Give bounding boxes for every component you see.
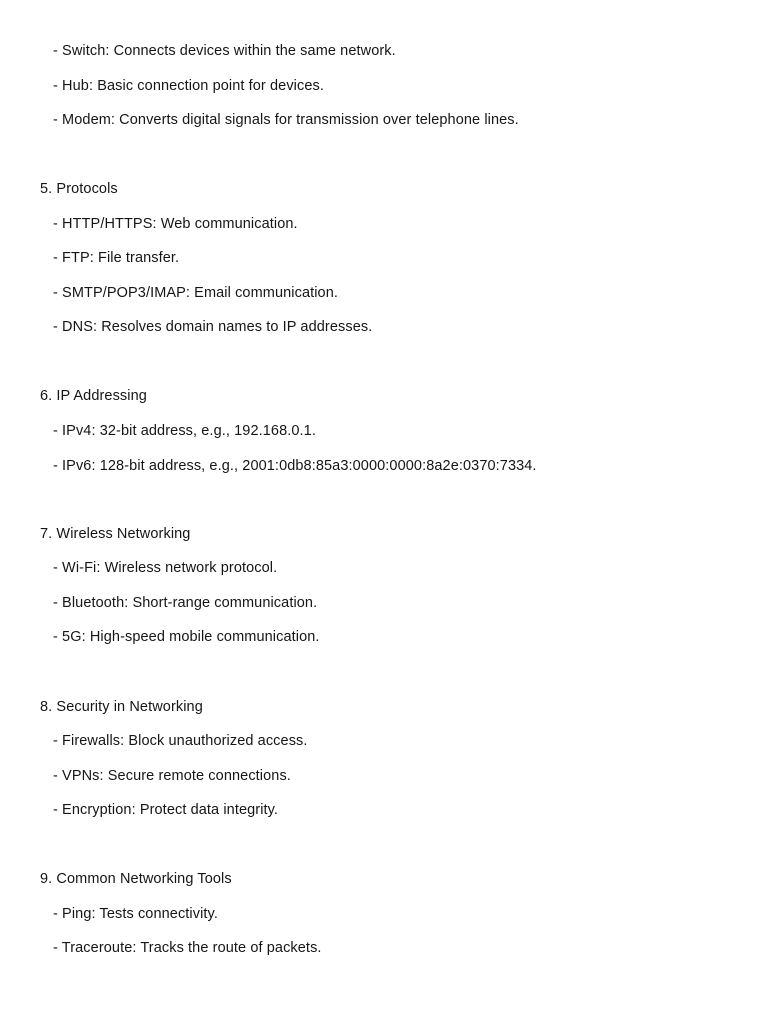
list-item-5g: - 5G: High-speed mobile communication. [53,629,320,645]
section-heading-security: 8. Security in Networking [40,699,203,715]
list-item-ping: - Ping: Tests connectivity. [53,906,218,922]
list-item-encryption: - Encryption: Protect data integrity. [53,802,279,818]
section-heading-ip-addressing: 6. IP Addressing [40,388,147,404]
list-item-http: - HTTP/HTTPS: Web communication. [53,216,298,232]
list-item-hub: - Hub: Basic connection point for devices. [53,78,324,94]
list-item-ipv4: - IPv4: 32-bit address, e.g., 192.168.0.1. [53,423,316,439]
list-item-vpns: - VPNs: Secure remote connections. [53,768,291,784]
list-item-ipv6: - IPv6: 128-bit address, e.g., 2001:0db8:85a3:0000:0000:8a2e:0370:7334. [53,458,537,474]
list-item-wifi: - Wi-Fi: Wireless network protocol. [53,560,278,576]
list-item-bluetooth: - Bluetooth: Short-range communication. [53,595,318,611]
list-item-ftp: - FTP: File transfer. [53,250,180,266]
list-item-firewalls: - Firewalls: Block unauthorized access. [53,733,308,749]
list-item-switch: - Switch: Connects devices within the same network. [53,43,396,59]
list-item-dns: - DNS: Resolves domain names to IP addresses. [53,319,373,335]
list-item-modem: - Modem: Converts digital signals for transmission over telephone lines. [53,112,519,128]
section-heading-wireless: 7. Wireless Networking [40,526,191,542]
list-item-smtp: - SMTP/POP3/IMAP: Email communication. [53,285,339,301]
section-heading-protocols: 5. Protocols [40,181,118,197]
section-heading-tools: 9. Common Networking Tools [40,871,232,887]
list-item-traceroute: - Traceroute: Tracks the route of packets. [53,940,322,956]
